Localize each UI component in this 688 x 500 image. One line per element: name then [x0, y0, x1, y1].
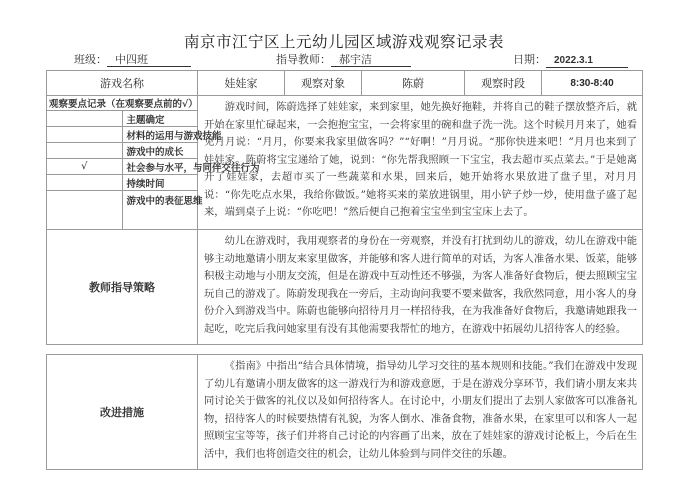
improvement-table: [46, 354, 643, 470]
date-value: 2022.3.1: [546, 54, 628, 68]
observation-point: [47, 111, 197, 127]
check-mark-icon[interactable]: √: [47, 159, 122, 175]
point-label: 持续时间: [122, 175, 197, 191]
period-label: 观察时段: [465, 71, 542, 96]
date-label: 日期：: [513, 53, 546, 66]
target-value: 陈蔚: [362, 71, 465, 96]
point-label: 社会参与水平，与同伴交往行为: [122, 159, 197, 175]
document-title: 南京市江宁区上元幼儿园区域游戏观察记录表: [183, 33, 504, 51]
observation-points: [47, 96, 260, 229]
check-box[interactable]: [47, 175, 122, 191]
observation-row: [47, 96, 643, 230]
target-label: 观察对象: [285, 71, 362, 96]
date-field: [513, 51, 628, 68]
observation-points-cell: [47, 96, 260, 230]
improvement-row: [47, 355, 643, 470]
observation-point: [47, 175, 197, 191]
point-label: 材料的运用与游戏技能: [122, 127, 197, 143]
observation-heading: 观察要点记录（在观察要点前的√）: [47, 96, 197, 111]
teacher-value: 郝宇洁: [331, 53, 411, 67]
class-value: 中四班: [107, 53, 191, 67]
check-box[interactable]: [47, 191, 122, 230]
observation-point: [47, 159, 197, 175]
strategy-label: 教师指导策略: [47, 230, 198, 345]
period-value: 8:30-8:40: [542, 71, 643, 96]
strategy-row: [47, 230, 643, 345]
observation-record-text: 游戏时间，陈蔚选择了娃娃家，来到家里，她先换好拖鞋，并将自己的鞋子摆放整齐后，就开始在家里忙碌起来，一会抱抱宝宝，一会将家里的碗和盘子洗一洗。这个时候月月来了，她看见月月说：“月月，你要来我家里做客吗？”“好啊！”月月说。“那你快进来吧！”月月也来到了娃娃家。陈蔚将宝宝递给了她，说到：“你先帮我照顾一下宝宝，我去超市买点菜去。”于是她离开了娃娃家，去超市买了一些蔬菜和水果，回来后，她开始将水果放进了盘子里，对月月说：“你先吃点水果，我给你做饭。”她将买来的菜放进锅里，用小铲子炒一炒，使用盘子盛了起来，端到桌子上说：“你吃吧！”然后便自己抱着宝宝坐到宝宝床上去了。: [198, 96, 643, 230]
observation-point: [47, 143, 197, 159]
teacher-field: [276, 51, 411, 67]
point-label: 游戏中的成长: [122, 143, 197, 159]
improvement-text: 《指南》中指出“结合具体情境，指导幼儿学习交往的基本规则和技能。”我们在游戏中发现了幼儿有邀请小朋友做客的这一游戏行为和游戏意愿，于是在游戏分享环节，我们请小朋友来共同讨论关于做客的礼仪以及如何招待客人。在讨论中，小朋友们提出了去别人家做客可以准备礼物，招待客人的时候要热情有礼貌，为客人倒水、准备食物，准备水果，在家里可以和客人一起照顾宝宝等等，孩子们并将自己讨论的内容画了出来，放在了娃娃家的游戏讨论板上，今后在生活中，我们也将创造交往的机会，让幼儿体验到与同伴交往的乐趣。: [198, 355, 643, 470]
improvement-label: 改进措施: [47, 355, 198, 470]
game-name-value: 娃娃家: [198, 71, 285, 96]
game-name-label: 游戏名称: [47, 71, 198, 96]
check-box[interactable]: [47, 143, 122, 159]
point-label: 主题确定: [122, 111, 197, 127]
teacher-label: 指导教师：: [276, 53, 331, 66]
class-field: [74, 51, 191, 67]
point-label: 游戏中的表征思维: [126, 196, 203, 207]
strategy-text: 幼儿在游戏时，我用观察者的身份在一旁观察，并没有打扰到幼儿的游戏，幼儿在游戏中能够主动地邀请小朋友来家里做客，并能够和客人进行简单的对话，为客人准备水果、饭菜，能够积极主动地与小朋友交流，但是在游戏中互动性还不够强，为客人准备好食物后，便去照顾宝宝玩自己的游戏了。陈蔚发现我在一旁后，主动询问我要不要来做客，我欣然同意，用小客人的身份介入到游戏当中。陈蔚也能够向招待月月一样招待我，在为我准备好食物后，我邀请她跟我一起吃，吃完后我问她家里有没有其他需要我帮忙的地方，在游戏中拓展幼儿招待客人的经验。: [198, 230, 643, 345]
observation-point: [47, 127, 197, 143]
header-row: [47, 71, 643, 96]
observation-point: [47, 191, 197, 230]
class-label: 班级：: [74, 53, 107, 66]
observation-table: [46, 70, 643, 345]
check-box[interactable]: [47, 127, 122, 143]
check-box[interactable]: [47, 111, 122, 127]
